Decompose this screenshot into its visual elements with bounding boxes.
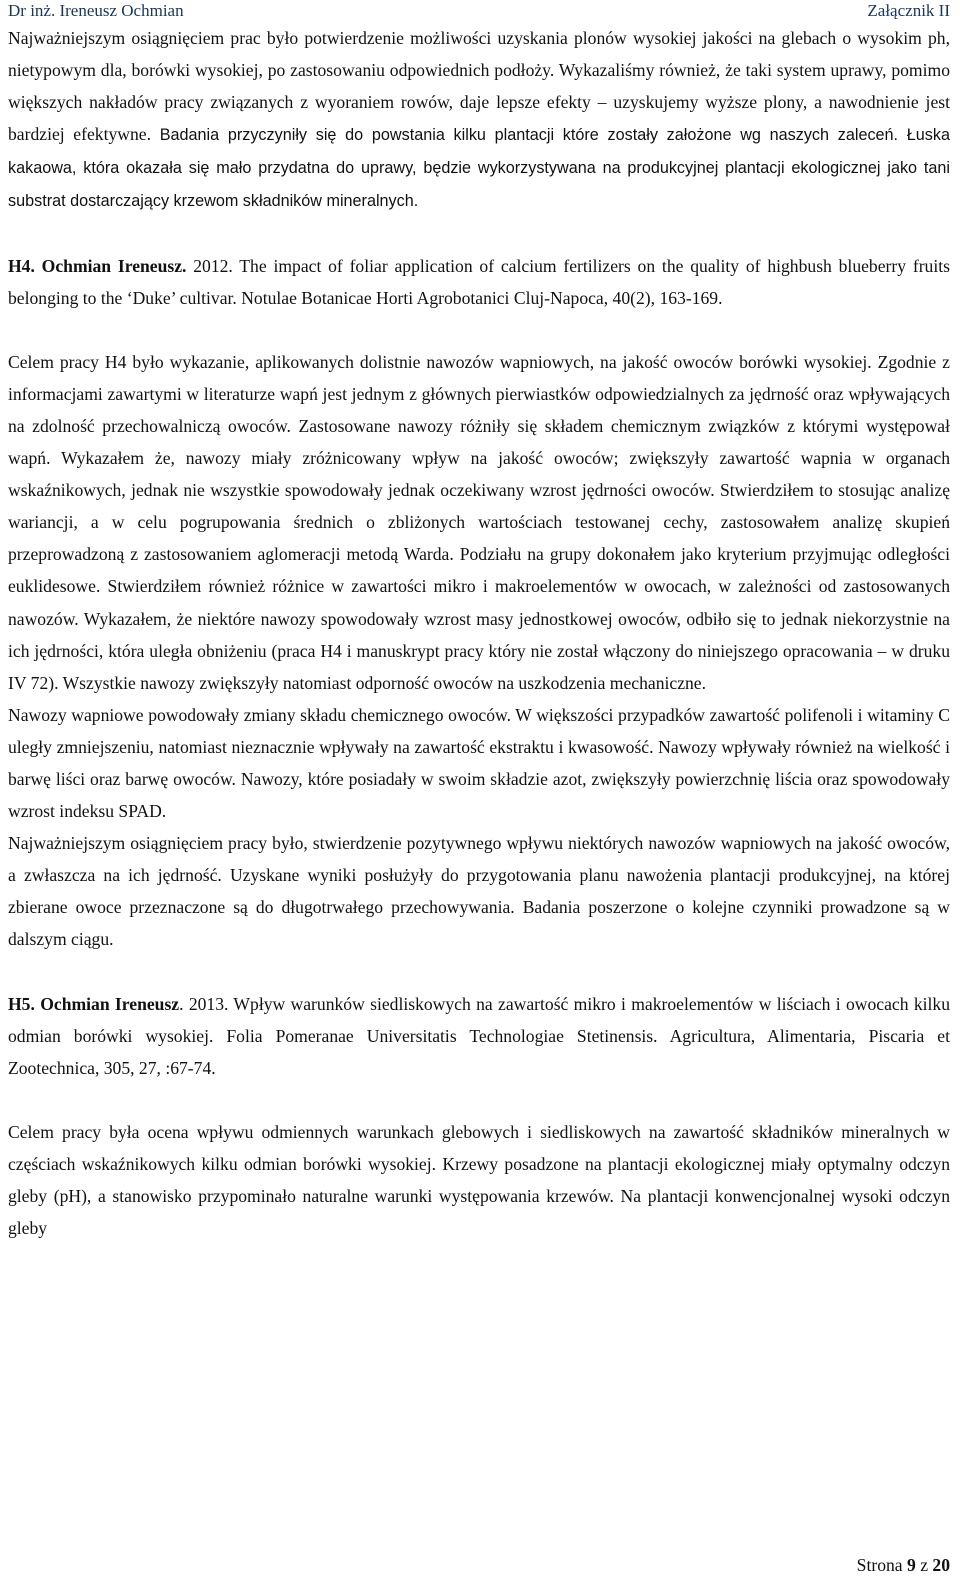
block1-part1: Najważniejszym osiągnięciem prac było potwierdzenie możliwości uzyskania plonów wysokiej jakości na glebach o wysokim ph, nietypowym dla, borówki wysokiej, po zastosowaniu odpowiednich podłoży. Wykazaliśmy również, że taki system uprawy, pomimo większych nakładów pracy związanych z wyoraniem rowów, daje lepsze efekty – uzyskujemy wyższe plony, a nawodnienie jest bardziej efektywne.: [8, 28, 950, 145]
reference-h5-text: . 2013. Wpływ warunków siedliskowych na zawartość mikro i makroelementów w liściach i owocach kilku odmian borówki wysokiej. Folia Pomeranae Universitatis Technologiae Stetinensis. Agricultura, Alimentaria, Piscaria et Zootechnica, 305, 27, :67-74.: [8, 993, 950, 1078]
document-page: [8, 0, 950, 1244]
reference-h4-label: H4. Ochmian Ireneusz.: [8, 255, 187, 276]
footer-prefix: Strona: [856, 1555, 907, 1575]
footer-page-total: 20: [932, 1555, 950, 1575]
spacer: [8, 314, 950, 346]
reference-h4-text: 2012. The impact of foliar application of calcium fertilizers on the quality of highbush blueberry fruits belonging to the ‘Duke’ cultivar. Notulae Botanicae Horti Agrobotanici Cluj-Napoca, 40(2), 163-169.: [8, 255, 950, 308]
footer-separator: z: [915, 1555, 933, 1575]
paragraph-block1: [8, 22, 950, 218]
spacer: [8, 218, 950, 250]
reference-h4: [8, 250, 950, 314]
running-header: [8, 0, 950, 22]
paragraph-h4-conclusion: Najważniejszym osiągnięciem pracy było, stwierdzenie pozytywnego wpływu niektórych nawozów wapniowych na jakość owoców, a zwłaszcza na ich jędrność. Uzyskane wyniki posłużyły do przygotowania planu nawożenia plantacji produkcyjnej, na której zbierane owoce przeznaczone są do długotrwałego przechowywania. Badania poszerzone o kolejne czynniki prowadzone są w dalszym ciągu.: [8, 833, 950, 950]
paragraph-h4-composition: Nawozy wapniowe powodowały zmiany składu chemicznego owoców. W większości przypadków zawartość polifenoli i witaminy C uległy zmniejszeniu, natomiast nieznacznie wpływały na zawartość ekstraktu i kwasowość. Nawozy wpływały również na wielkość i barwę liści oraz barwę owoców. Nawozy, które posiadały w swoim składzie azot, zwiększyły powierzchnię liścia oraz spowodowały wzrost indeksu SPAD.: [8, 704, 950, 822]
spacer: [8, 1084, 950, 1116]
page-footer: [857, 1555, 950, 1576]
spacer: [8, 956, 950, 988]
paragraph-h4-summary: Celem pracy H4 było wykazanie, aplikowanych dolistnie nawozów wapniowych, na jakość owoców borówki wysokiej. Zgodnie z informacjami zawartymi w literaturze wapń jest jednym z głównych pierwiastków odpowiedzialnych za jędrność oraz wpływających na zdolność przechowalniczą owoców. Zastosowane nawozy różniły się składem chemicznym związków z którymi występował wapń. Wykazałem że, nawozy miały zróżnicowany wpływ na jakość owoców; zwiększyły zawartość wapnia w organach wskaźnikowych, jednak nie wszystkie spowodowały jednak oczekiwany wzrost jędrności owoców. Stwierdziłem to stosując analizę wariancji, a w celu pogrupowania średnich o zbliżonych wartościach testowanej cechy, zastosowałem analizę skupień przeprowadzoną z zastosowaniem aglomeracji metodą Warda. Podziału na grupy dokonałem jako kryterium przyjmując odległości euklidesowe. Stwierdziłem również różnice w zawartości mikro i makroelementów w owocach, w zależności od zastosowanych nawozów. Wykazałem, że niektóre nawozy spowodowały wzrost masy jednostkowej owoców, odbiło się to jednak niekorzystnie na ich jędrności, która uległa obniżeniu (praca H4 i manuskrypt pracy który nie został włączony do niniejszego opracowania – w druku IV 72). Wszystkie nawozy zwiększyły natomiast odporność owoców na uszkodzenia mechaniczne.: [8, 351, 950, 693]
footer-page-number: 9: [907, 1555, 916, 1575]
block1-part2: Badania przyczyniły się do powstania kilku plantacji które zostały założone wg naszych zaleceń. Łuska kakaowa, która okazała się mało przydatna do uprawy, będzie wykorzystywana na produkcyjnej plantacji ekologicznej jako tani substrat dostarczający krzewom składników mineralnych.: [8, 126, 950, 211]
reference-h5-label: H5. Ochmian Ireneusz: [8, 993, 180, 1014]
header-annex: Załącznik II: [867, 1, 950, 20]
paragraph-h5-summary: Celem pracy była ocena wpływu odmiennych warunkach glebowych i siedliskowych na zawartość składników mineralnych w częściach wskaźnikowych kilku odmian borówki wysokiej. Krzewy posadzone na plantacji ekologicznej miały optymalny odczyn gleby (pH), a stanowisko przypominało naturalne warunki występowania krzewów. Na plantacji konwencjonalnej wysoki odczyn gleby: [8, 1121, 950, 1239]
header-author: Dr inż. Ireneusz Ochmian: [8, 1, 184, 20]
reference-h5: [8, 988, 950, 1084]
